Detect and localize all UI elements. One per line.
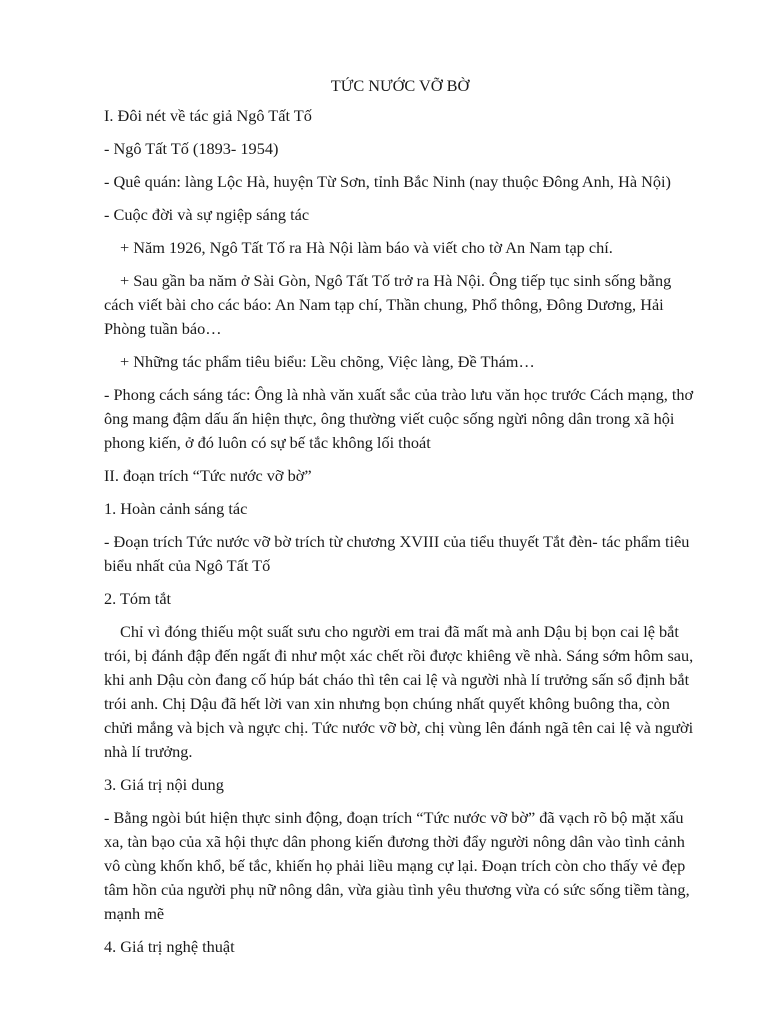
career-item-works: + Những tác phẩm tiêu biểu: Lều chõng, Việc làng, Đề Thám…: [120, 352, 535, 371]
author-style: - Phong cách sáng tác: Ông là nhà văn xuất sắc của trào lưu văn học trước Cách mạng, thơ ông mang đậm dấu ấn hiện thực, ông thường viết cuộc sống ngừi nông dân trong xã hội phong kiến, ở đó luôn có sự bế tắc không lối thoát: [104, 385, 694, 452]
section-heading-author: I. Đôi nét về tác giả Ngô Tất Tố: [104, 106, 312, 125]
content-value-text: - Bằng ngòi bút hiện thực sinh động, đoạn trích “Tức nước vỡ bờ” đã vạch rõ bộ mặt xấu xa, tàn bạo của xã hội thực dân phong kiến đương thời đẩy người nông dân vào tình cảnh vô cùng khốn khổ, bế tắc, khiến họ phải liều mạng cự lại. Đoạn trích còn cho thấy vẻ đẹp tâm hồn của người phụ nữ nông dân, vừa giàu tình yêu thương vừa có sức sống tiềm tàng, mạnh mẽ: [104, 808, 690, 923]
author-career-heading: - Cuộc đời và sự ngiệp sáng tác: [104, 205, 310, 224]
document-body: [104, 74, 696, 968]
career-item-1926: + Năm 1926, Ngô Tất Tố ra Hà Nội làm báo và viết cho tờ An Nam tạp chí.: [120, 238, 613, 257]
subheading-context: 1. Hoàn cảnh sáng tác: [104, 499, 248, 518]
subheading-summary: 2. Tóm tắt: [104, 589, 172, 608]
context-text: - Đoạn trích Tức nước vỡ bờ trích từ chương XVIII của tiểu thuyết Tắt đèn- tác phẩm tiêu biểu nhất của Ngô Tất Tố: [104, 532, 690, 575]
section-heading-excerpt: II. đoạn trích “Tức nước vỡ bờ”: [104, 466, 312, 485]
career-item-saigon: + Sau gần ba năm ở Sài Gòn, Ngô Tất Tố trở ra Hà Nội. Ông tiếp tục sinh sống bằng cách viết bài cho các báo: An Nam tạp chí, Thần chung, Phổ thông, Đông Dương, Hải Phòng tuần báo…: [104, 271, 672, 338]
author-hometown: - Quê quán: làng Lộc Hà, huyện Từ Sơn, tỉnh Bắc Ninh (nay thuộc Đông Anh, Hà Nội): [104, 172, 671, 191]
author-lifespan: - Ngô Tất Tố (1893- 1954): [104, 139, 279, 158]
subheading-content-value: 3. Giá trị nội dung: [104, 775, 224, 794]
summary-text: Chỉ vì đóng thiếu một suất sưu cho người em trai đã mất mà anh Dậu bị bọn cai lệ bắt trói, bị đánh đập đến ngất đi như một xác chết rồi được khiêng về nhà. Sáng sớm hôm sau, khi anh Dậu còn đang cố húp bát cháo thì tên cai lệ và người nhà lí trưởng sấn sổ định bắt trói anh. Chị Dậu đã hết lời van xin nhưng bọn chúng nhất quyết không buông tha, còn chửi mắng và bịch và ngực chị. Tức nước vỡ bờ, chị vùng lên đánh ngã tên cai lệ và người nhà lí trưởng.: [104, 622, 694, 761]
document-title: TỨC NƯỚC VỠ BỜ: [330, 76, 470, 95]
subheading-art-value: 4. Giá trị nghệ thuật: [104, 937, 235, 956]
